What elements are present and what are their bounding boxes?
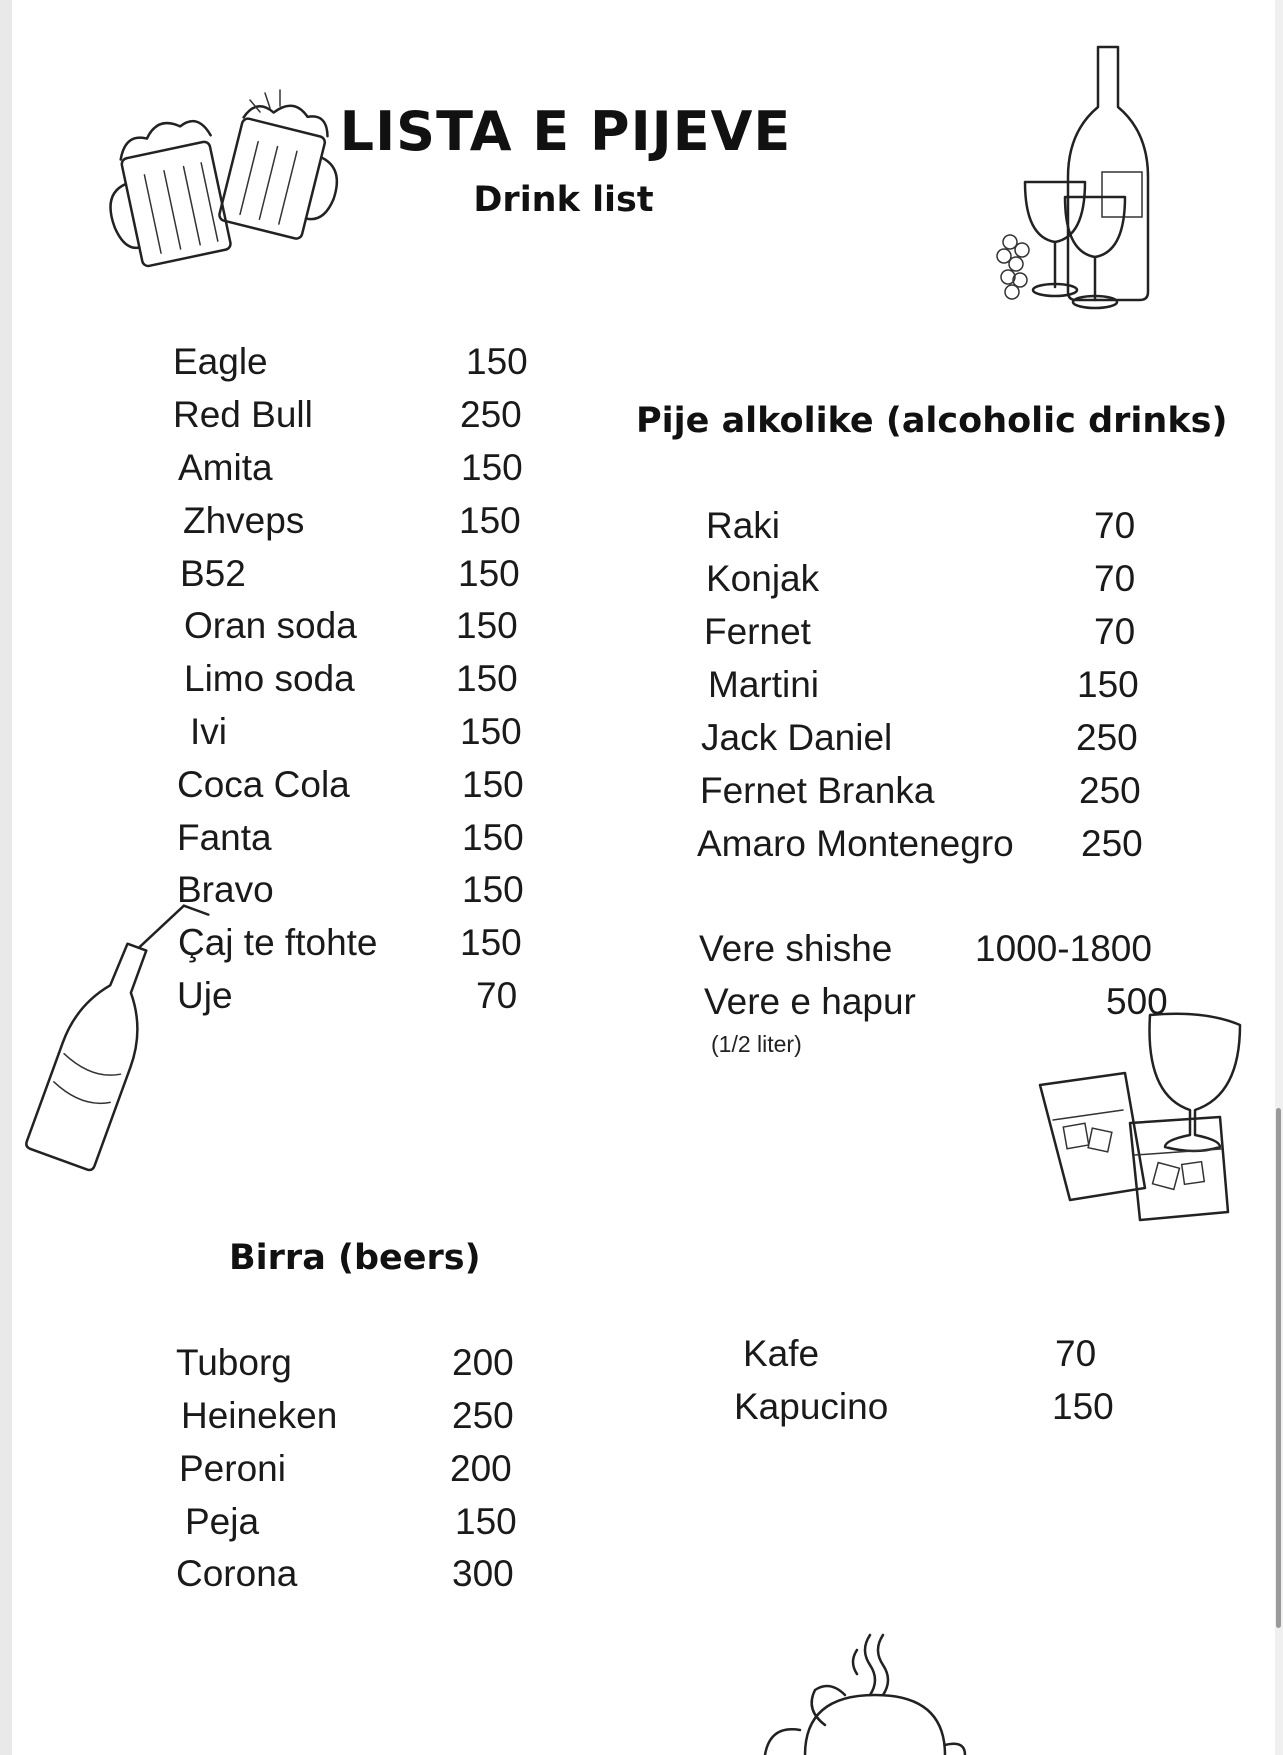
item-name: Konjak [706,558,820,599]
item-price: 250 [452,1395,514,1436]
item-price: 250 [1076,717,1138,758]
item-name: Fanta [177,817,272,858]
scrollbar[interactable] [1276,1108,1281,1628]
alcoholic-heading: Pije alkolike (alcoholic drinks) [636,401,1228,441]
item-price: 150 [462,817,524,858]
item-name: Heineken [181,1395,338,1436]
item-price: 70 [1055,1333,1097,1374]
item-price: 70 [1094,558,1136,599]
item-price: 150 [458,553,520,594]
item-price: 150 [460,922,522,963]
item-name: Corona [176,1553,298,1594]
item-name: Coca Cola [177,764,350,805]
item-name: Tuborg [176,1342,292,1383]
item-price: 250 [1079,770,1141,811]
soda-bottle-icon [10,910,160,1170]
item-name: Vere shishe [699,928,893,969]
item-price: 500 [1106,981,1168,1022]
item-price: 200 [452,1342,514,1383]
item-note: (1/2 liter) [711,1031,802,1057]
item-price: 150 [462,764,524,805]
item-price: 150 [456,605,518,646]
item-price: 150 [462,869,524,910]
item-price: 150 [461,447,523,488]
item-name: Fernet Branka [700,770,935,811]
item-price: 300 [452,1553,514,1594]
page-subtitle: Drink list [473,180,654,220]
page-title: LISTA E PIJEVE [339,100,792,163]
item-name: Martini [708,664,820,705]
beer-mugs-icon [110,88,340,278]
item-name: Eagle [173,341,268,382]
item-price: 150 [456,658,518,699]
item-name: Fernet [704,611,811,652]
item-name: Red Bull [173,394,313,435]
item-name: Vere e hapur [704,981,916,1022]
item-name: Uje [177,975,233,1016]
item-name: Jack Daniel [701,717,893,758]
left-edge [0,0,12,1755]
item-name: Zhveps [183,500,305,541]
item-name: Amita [178,447,273,488]
item-name: Kapucino [734,1386,889,1427]
item-price: 70 [1094,505,1136,546]
item-price: 150 [1077,664,1139,705]
item-price: 70 [476,975,518,1016]
beers-heading: Birra (beers) [229,1238,481,1278]
whiskey-glasses-icon [1035,1005,1275,1225]
item-price: 70 [1094,611,1136,652]
item-price: 150 [460,711,522,752]
item-price: 150 [466,341,528,382]
item-name: Kafe [743,1333,820,1374]
item-name: Bravo [177,869,274,910]
item-name: Çaj te ftohte [178,922,378,963]
item-name: Oran soda [184,605,357,646]
coffee-cup-icon [765,1630,965,1755]
item-name: B52 [180,553,246,594]
item-name: Raki [706,505,781,546]
item-price: 150 [1052,1386,1114,1427]
wine-bottle-glasses-icon [990,42,1170,312]
item-name: Peroni [179,1448,286,1489]
item-name: Ivi [190,711,227,752]
item-name: Peja [185,1501,260,1542]
item-price: 250 [460,394,522,435]
item-price: 1000-1800 [975,928,1152,969]
item-price: 150 [459,500,521,541]
item-price: 150 [455,1501,517,1542]
item-name: Limo soda [184,658,355,699]
item-price: 200 [450,1448,512,1489]
item-price: 250 [1081,823,1143,864]
item-name: Amaro Montenegro [697,823,1014,864]
